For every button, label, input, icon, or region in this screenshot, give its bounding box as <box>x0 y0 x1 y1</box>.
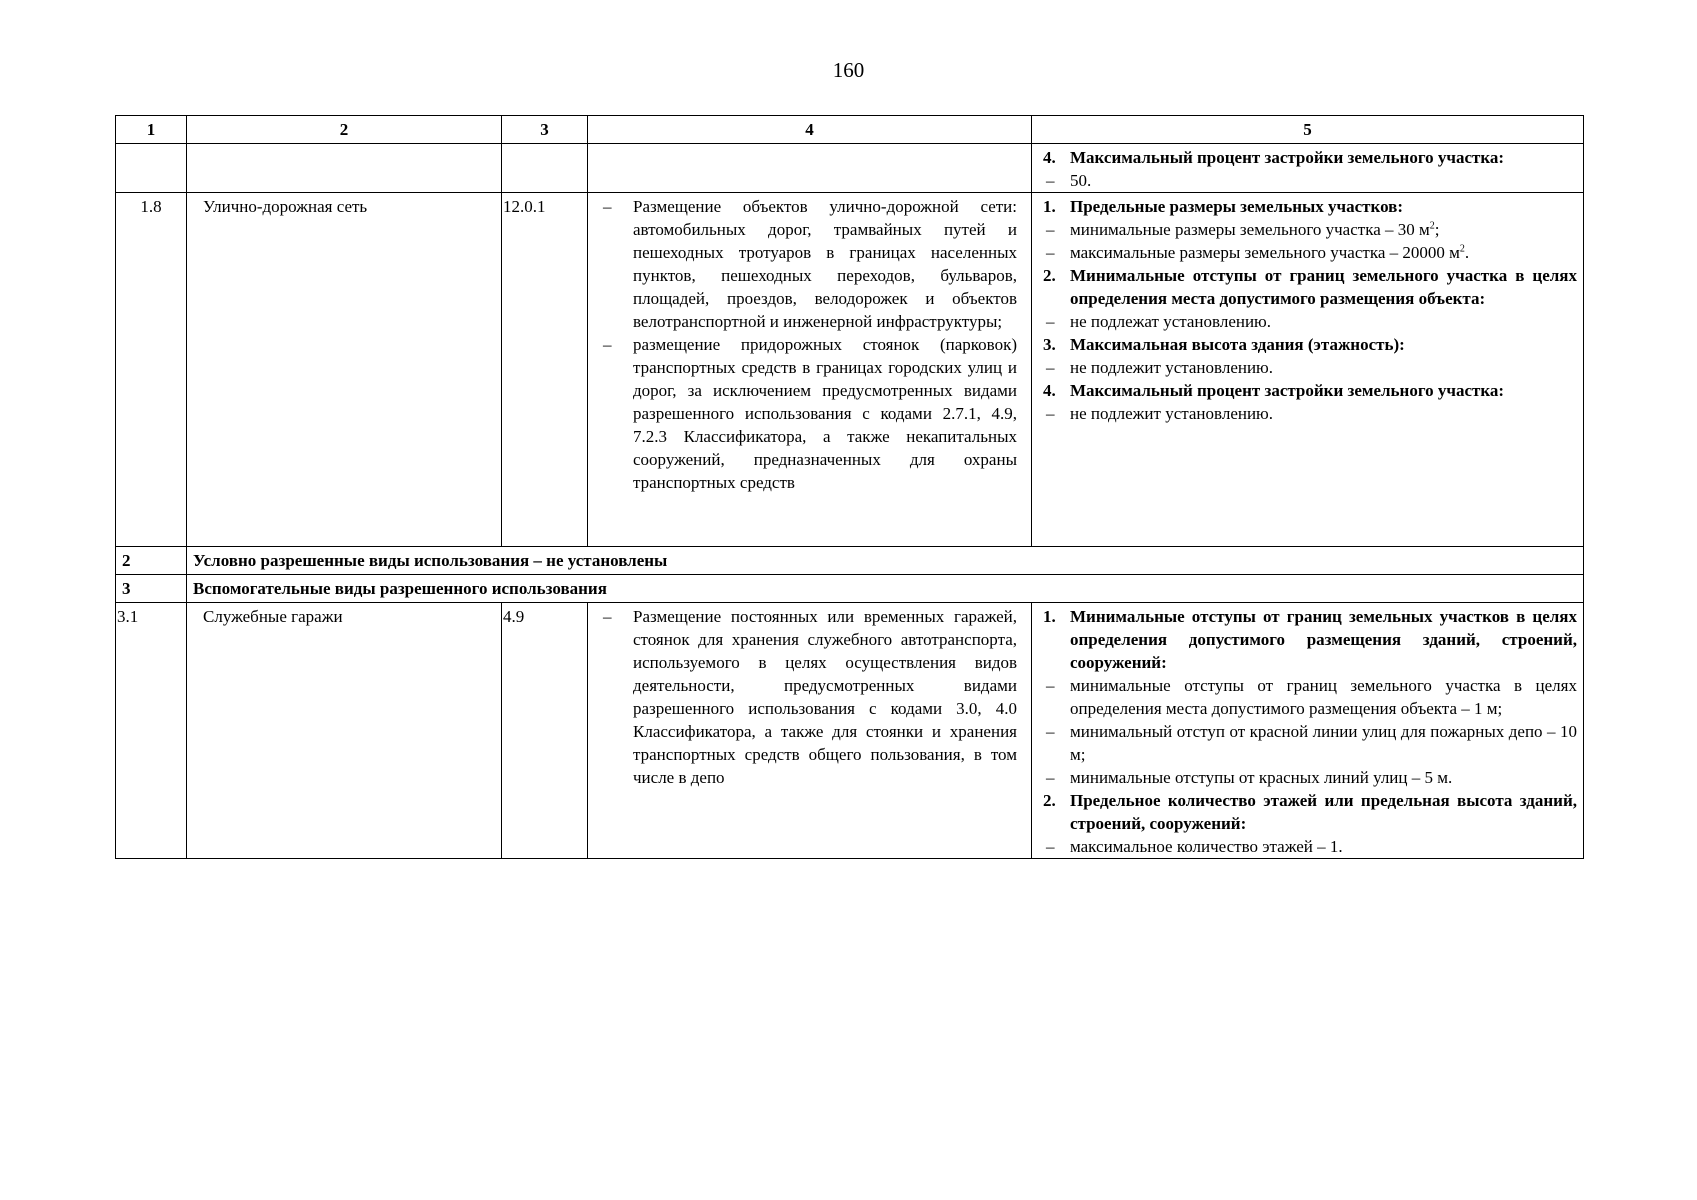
row-number: 3.1 <box>116 603 187 859</box>
param-heading: 2. Минимальные отступы от границ земельного участка в целях определения места допустимого размещения объекта: <box>1043 266 1577 308</box>
param-heading: 1. Минимальные отступы от границ земельных участков в целях определения допустимого размещения зданий, строений, сооружений: <box>1043 607 1577 672</box>
table-row <box>116 603 1584 859</box>
param-heading: 4. Максимальный процент застройки земельного участка: <box>1043 381 1505 400</box>
section-row-conditional <box>116 547 1584 575</box>
header-col-5: 5 <box>1032 116 1584 144</box>
param-value: – минимальные размеры земельного участка – 30 $м^2$; <box>1040 218 1577 241</box>
land-use-table <box>115 115 1584 859</box>
param-value: – не подлежат установлению. <box>1040 310 1577 333</box>
params-cell <box>1032 193 1584 547</box>
param-value: – максимальное количество этажей – 1. <box>1040 835 1577 858</box>
param-value: – максимальные размеры земельного участка – 20000 $м^2$. <box>1040 241 1577 264</box>
row-number: 1.8 <box>116 193 187 547</box>
section-number: 3 <box>116 575 187 603</box>
classifier-code: 12.0.1 <box>502 193 588 547</box>
param-value: – не подлежит установлению. <box>1040 402 1577 425</box>
section-title: Условно разрешенные виды использования – не установлены <box>187 547 1584 575</box>
use-type-name: Служебные гаражи <box>187 603 502 859</box>
classifier-code: 4.9 <box>502 603 588 859</box>
param-value: – не подлежит установлению. <box>1040 356 1577 379</box>
param-heading: 3. Максимальная высота здания (этажность): <box>1043 335 1405 354</box>
header-col-2: 2 <box>187 116 502 144</box>
param-value: – 50. <box>1040 169 1577 192</box>
table-row <box>116 193 1584 547</box>
use-type-name: Улично-дорожная сеть <box>187 193 502 547</box>
param-value: – минимальные отступы от границ земельного участка в целях определения места допустимого размещения объекта – 1 м; <box>1040 674 1577 720</box>
page-number: 160 <box>832 58 865 82</box>
params-cell <box>1032 144 1584 193</box>
param-value: – минимальные отступы от красных линий улиц – 5 м. <box>1040 766 1577 789</box>
param-heading: 2. Предельное количество этажей или предельная высота зданий, строений, сооружений: <box>1043 791 1577 833</box>
list-item: – размещение придорожных стоянок (парковок) транспортных средств в границах городских улиц и дорог, за исключением предусмотренных видами разрешенного использования с кодами 2.7.1, 4.9, 7.2.3 Классификатора, а также некапитальных сооружений, предназначенных для охраны транспортных средств <box>596 333 1017 494</box>
header-col-1: 1 <box>116 116 187 144</box>
header-col-3: 3 <box>502 116 588 144</box>
header-col-4: 4 <box>588 116 1032 144</box>
param-value: – минимальный отступ от красной линии улиц для пожарных депо – 10 м; <box>1040 720 1577 766</box>
param-heading: 1. Предельные размеры земельных участков: <box>1043 197 1404 216</box>
params-cell <box>1032 603 1584 859</box>
use-description <box>588 603 1032 859</box>
section-row-auxiliary <box>116 575 1584 603</box>
header-row <box>116 116 1584 144</box>
continuation-row <box>116 144 1584 193</box>
use-description <box>588 193 1032 547</box>
section-number: 2 <box>116 547 187 575</box>
param-heading: 4. Максимальный процент застройки земельного участка: <box>1043 148 1505 167</box>
list-item: – Размещение объектов улично-дорожной сети: автомобильных дорог, трамвайных путей и пешеходных тротуаров в границах населенных пунктов, пешеходных переходов, бульваров, площадей, проездов, велодорожек и объектов велотранспортной и инженерной инфраструктуры; <box>596 195 1017 333</box>
list-item: – Размещение постоянных или временных гаражей, стоянок для хранения служебного автотранспорта, используемого в целях осуществления видов деятельности, предусмотренных видами разрешенного использования с кодами 3.0, 4.0 Классификатора, а также для стоянки и хранения транспортных средств общего пользования, в том числе в депо <box>596 605 1017 789</box>
section-title: Вспомогательные виды разрешенного использования <box>187 575 1584 603</box>
